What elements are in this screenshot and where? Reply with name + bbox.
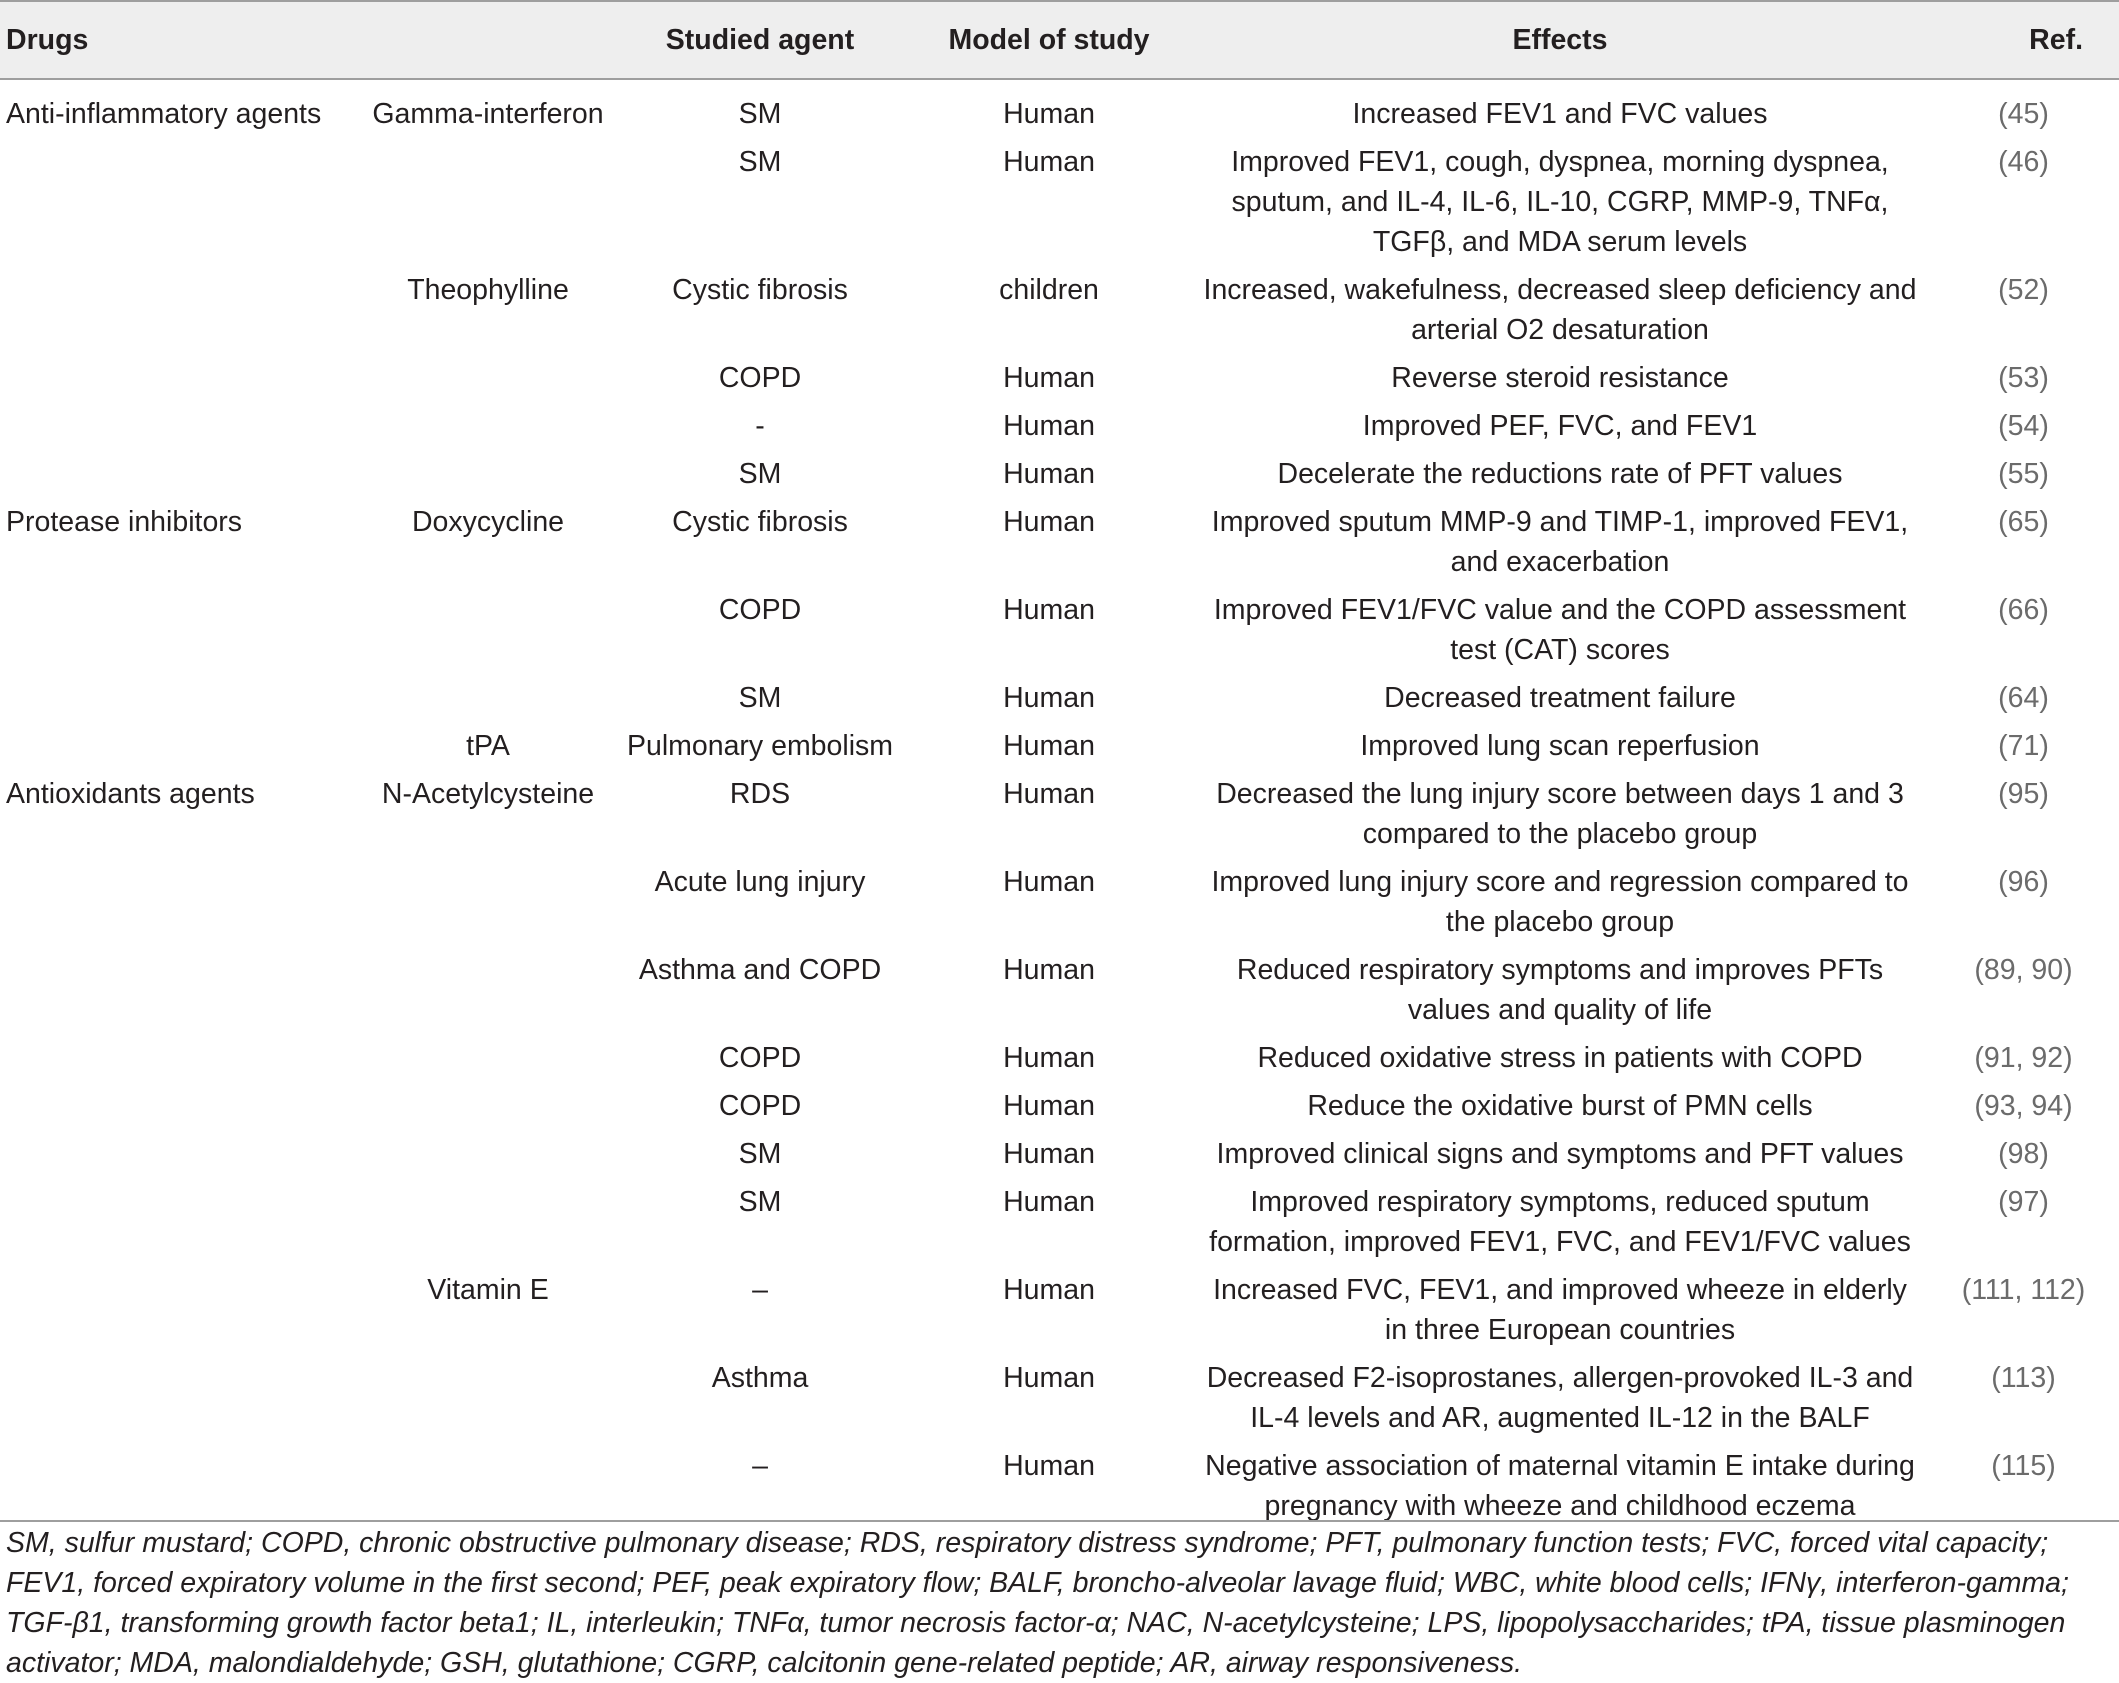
cell-agent bbox=[362, 79, 614, 138]
table-row bbox=[0, 1130, 2119, 1178]
cell-effects-text: Negative association of maternal vitamin E intake during pregnancy with wheeze and childhood eczema bbox=[1205, 1450, 1915, 1522]
cell-effects bbox=[1192, 1082, 1928, 1130]
table-row bbox=[0, 1354, 2119, 1442]
cell-effects-text: Decelerate the reductions rate of PFT values bbox=[1277, 458, 1843, 490]
cell-drug-text: Antioxidants agents bbox=[6, 778, 255, 810]
cell-drug-text: Anti-inflammatory agents bbox=[6, 98, 322, 130]
cell-model-of-study bbox=[906, 138, 1192, 266]
cell-model-of-study-text: Human bbox=[1003, 954, 1095, 986]
cell-ref bbox=[1928, 674, 2119, 722]
cell-ref bbox=[1928, 266, 2119, 354]
cell-drug-text bbox=[6, 1442, 362, 1450]
cell-model-of-study bbox=[906, 1266, 1192, 1354]
cell-agent-text bbox=[362, 674, 614, 682]
cell-drug-text bbox=[6, 266, 362, 274]
cell-agent-text bbox=[362, 1354, 614, 1362]
cell-studied-agent-text: SM bbox=[738, 98, 782, 130]
table-row bbox=[0, 1034, 2119, 1082]
cell-drug bbox=[0, 1082, 362, 1130]
cell-effects bbox=[1192, 1178, 1928, 1266]
cell-studied-agent-text: RDS bbox=[729, 778, 791, 810]
cell-effects-text: Decreased the lung injury score between days 1 and 3 compared to the placebo group bbox=[1216, 778, 1904, 850]
cell-drug bbox=[0, 1266, 362, 1354]
table-row bbox=[0, 1178, 2119, 1266]
table-body bbox=[0, 79, 2119, 1536]
cell-studied-agent-text: Asthma and COPD bbox=[638, 954, 882, 986]
cell-agent-text bbox=[362, 586, 614, 594]
cell-ref-text: (65) bbox=[1998, 506, 2049, 538]
cell-agent-text bbox=[362, 354, 614, 362]
cell-ref bbox=[1928, 1130, 2119, 1178]
cell-model-of-study-text: Human bbox=[1003, 730, 1095, 762]
cell-drug bbox=[0, 674, 362, 722]
cell-studied-agent bbox=[614, 266, 906, 354]
table-footnote: SM, sulfur mustard; COPD, chronic obstructive pulmonary disease; RDS, respiratory distress syndrome; PFT, pulmonary function tests; FVC, forced vital capacity; FEV1, forced expiratory volume in the first second; PEF, peak expiratory flow; BALF, broncho-alveolar lavage fluid; WBC, white blood cells; IFNγ, interferon-gamma; TGF-β1, transforming growth factor beta1; IL, interleukin; TNFα, tumor necrosis factor-α; NAC, N-acetylcysteine; LPS, lipopolysaccharides; tPA, tissue plasminogen activator; MDA, malondialdehyde; GSH, glutathione; CGRP, calcitonin gene-related peptide; AR, airway responsiveness. bbox=[6, 1527, 2069, 1679]
cell-effects-text: Increased FVC, FEV1, and improved wheeze in elderly in three European countries bbox=[1213, 1274, 1907, 1346]
cell-effects-text: Improved lung injury score and regression compared to the placebo group bbox=[1211, 866, 1909, 938]
cell-model-of-study bbox=[906, 450, 1192, 498]
cell-ref bbox=[1928, 1034, 2119, 1082]
cell-model-of-study-text: Human bbox=[1003, 866, 1095, 898]
cell-studied-agent-text: COPD bbox=[718, 1042, 802, 1074]
cell-effects bbox=[1192, 674, 1928, 722]
cell-drug-text bbox=[6, 402, 362, 410]
cell-agent-text: tPA bbox=[466, 730, 510, 762]
cell-agent-text bbox=[362, 1082, 614, 1090]
cell-agent bbox=[362, 450, 614, 498]
cell-studied-agent bbox=[614, 79, 906, 138]
cell-model-of-study bbox=[906, 586, 1192, 674]
cell-studied-agent-text: Asthma bbox=[711, 1362, 809, 1394]
cell-studied-agent bbox=[614, 354, 906, 402]
cell-ref-text: (111, 112) bbox=[1961, 1274, 2086, 1306]
cell-drug bbox=[0, 1354, 362, 1442]
cell-ref bbox=[1928, 354, 2119, 402]
cell-agent bbox=[362, 1178, 614, 1266]
cell-model-of-study bbox=[906, 1178, 1192, 1266]
cell-ref bbox=[1928, 1082, 2119, 1130]
cell-agent-text bbox=[362, 1442, 614, 1450]
cell-studied-agent-text: – bbox=[752, 1274, 768, 1306]
cell-agent bbox=[362, 858, 614, 946]
cell-effects bbox=[1192, 722, 1928, 770]
cell-studied-agent bbox=[614, 402, 906, 450]
cell-effects bbox=[1192, 402, 1928, 450]
cell-drug bbox=[0, 858, 362, 946]
cell-studied-agent bbox=[614, 1354, 906, 1442]
cell-ref-text: (89, 90) bbox=[1974, 954, 2073, 986]
cell-ref-text: (54) bbox=[1998, 410, 2049, 442]
cell-studied-agent-text: Cystic fibrosis bbox=[672, 506, 848, 538]
cell-effects bbox=[1192, 770, 1928, 858]
cell-ref bbox=[1928, 498, 2119, 586]
cell-model-of-study-text: Human bbox=[1003, 1274, 1095, 1306]
header-effects: Effects bbox=[1192, 1, 1928, 79]
cell-agent-text bbox=[362, 450, 614, 458]
cell-studied-agent-text: COPD bbox=[718, 594, 802, 626]
header-model-of-study: Model of study bbox=[906, 1, 1192, 79]
table-row bbox=[0, 450, 2119, 498]
cell-agent-text bbox=[362, 946, 614, 954]
table-bottom-rule bbox=[0, 1520, 2119, 1522]
cell-studied-agent bbox=[614, 674, 906, 722]
cell-drug bbox=[0, 498, 362, 586]
cell-ref bbox=[1928, 138, 2119, 266]
cell-model-of-study bbox=[906, 354, 1192, 402]
cell-effects bbox=[1192, 1130, 1928, 1178]
cell-ref bbox=[1928, 402, 2119, 450]
cell-model-of-study bbox=[906, 946, 1192, 1034]
header-studied-agent: Studied agent bbox=[614, 1, 906, 79]
cell-studied-agent bbox=[614, 1178, 906, 1266]
table-row bbox=[0, 586, 2119, 674]
cell-effects-text: Improved respiratory symptoms, reduced sputum formation, improved FEV1, FVC, and FEV1/FVC values bbox=[1209, 1186, 1911, 1258]
cell-effects-text: Improved clinical signs and symptoms and PFT values bbox=[1216, 1138, 1904, 1170]
cell-ref-text: (93, 94) bbox=[1974, 1090, 2073, 1122]
cell-studied-agent-text: COPD bbox=[718, 362, 802, 394]
cell-drug bbox=[0, 79, 362, 138]
cell-agent-text bbox=[362, 402, 614, 410]
cell-effects-text: Improved FEV1, cough, dyspnea, morning dyspnea, sputum, and IL-4, IL-6, IL-10, CGRP, MMP-9, TNFα, TGFβ, and MDA serum levels bbox=[1231, 146, 1889, 258]
cell-model-of-study bbox=[906, 498, 1192, 586]
cell-drug bbox=[0, 402, 362, 450]
cell-model-of-study-text: Human bbox=[1003, 146, 1095, 178]
cell-drug bbox=[0, 946, 362, 1034]
cell-ref-text: (91, 92) bbox=[1974, 1042, 2073, 1074]
header-drugs: Drugs bbox=[0, 1, 362, 79]
cell-model-of-study-text: Human bbox=[1003, 1090, 1095, 1122]
table-row bbox=[0, 770, 2119, 858]
cell-drug-text bbox=[6, 1354, 362, 1362]
table-row bbox=[0, 266, 2119, 354]
cell-studied-agent bbox=[614, 450, 906, 498]
cell-ref-text: (98) bbox=[1998, 1138, 2049, 1170]
table-row bbox=[0, 354, 2119, 402]
cell-agent bbox=[362, 354, 614, 402]
cell-agent-text: Theophylline bbox=[407, 274, 569, 306]
cell-model-of-study bbox=[906, 1034, 1192, 1082]
cell-agent bbox=[362, 1266, 614, 1354]
cell-ref bbox=[1928, 586, 2119, 674]
header-ref: Ref. bbox=[1928, 1, 2119, 79]
cell-agent-text bbox=[362, 1178, 614, 1186]
cell-studied-agent bbox=[614, 1266, 906, 1354]
cell-model-of-study-text: Human bbox=[1003, 1186, 1095, 1218]
cell-drug bbox=[0, 1034, 362, 1082]
cell-studied-agent bbox=[614, 586, 906, 674]
cell-agent bbox=[362, 1130, 614, 1178]
cell-drug bbox=[0, 722, 362, 770]
cell-effects-text: Improved PEF, FVC, and FEV1 bbox=[1362, 410, 1758, 442]
cell-drug-text bbox=[6, 1034, 362, 1042]
cell-ref-text: (71) bbox=[1998, 730, 2049, 762]
table-row bbox=[0, 1082, 2119, 1130]
cell-agent bbox=[362, 586, 614, 674]
cell-ref-text: (95) bbox=[1998, 778, 2049, 810]
cell-drug-text bbox=[6, 1178, 362, 1186]
cell-model-of-study-text: Human bbox=[1003, 410, 1095, 442]
cell-ref-text: (115) bbox=[1991, 1450, 2056, 1482]
cell-model-of-study-text: Human bbox=[1003, 1362, 1095, 1394]
cell-studied-agent-text: SM bbox=[738, 458, 782, 490]
cell-studied-agent bbox=[614, 1082, 906, 1130]
cell-studied-agent-text: Acute lung injury bbox=[654, 866, 866, 898]
cell-model-of-study bbox=[906, 402, 1192, 450]
cell-studied-agent-text: – bbox=[752, 1450, 768, 1482]
cell-agent-text: Vitamin E bbox=[427, 1274, 549, 1306]
cell-model-of-study bbox=[906, 1082, 1192, 1130]
cell-model-of-study bbox=[906, 770, 1192, 858]
cell-effects-text: Improved FEV1/FVC value and the COPD assessment test (CAT) scores bbox=[1213, 594, 1907, 666]
cell-drug-text: Protease inhibitors bbox=[6, 506, 243, 538]
cell-effects bbox=[1192, 79, 1928, 138]
cell-studied-agent-text: COPD bbox=[718, 1090, 802, 1122]
cell-drug bbox=[0, 138, 362, 266]
header-row bbox=[0, 1, 2119, 79]
cell-drug-text bbox=[6, 1266, 362, 1274]
cell-studied-agent-text: SM bbox=[738, 146, 782, 178]
cell-effects-text: Improved lung scan reperfusion bbox=[1360, 730, 1760, 762]
cell-agent bbox=[362, 1082, 614, 1130]
cell-ref-text: (52) bbox=[1998, 274, 2049, 306]
cell-effects bbox=[1192, 498, 1928, 586]
cell-model-of-study-text: Human bbox=[1003, 682, 1095, 714]
cell-agent bbox=[362, 1354, 614, 1442]
cell-effects bbox=[1192, 354, 1928, 402]
cell-drug-text bbox=[6, 138, 362, 146]
table-row bbox=[0, 402, 2119, 450]
cell-model-of-study-text: Human bbox=[1003, 594, 1095, 626]
cell-effects-text: Reduced respiratory symptoms and improves PFTs values and quality of life bbox=[1236, 954, 1884, 1026]
cell-ref-text: (113) bbox=[1991, 1362, 2056, 1394]
cell-effects bbox=[1192, 858, 1928, 946]
cell-model-of-study-text: Human bbox=[1003, 506, 1095, 538]
cell-agent-text bbox=[362, 1034, 614, 1042]
cell-agent-text bbox=[362, 1130, 614, 1138]
header-agent bbox=[362, 1, 614, 79]
cell-ref bbox=[1928, 79, 2119, 138]
cell-drug-text bbox=[6, 858, 362, 866]
cell-model-of-study bbox=[906, 858, 1192, 946]
table-row bbox=[0, 138, 2119, 266]
cell-agent bbox=[362, 266, 614, 354]
cell-drug-text bbox=[6, 586, 362, 594]
cell-effects bbox=[1192, 1354, 1928, 1442]
cell-agent bbox=[362, 770, 614, 858]
cell-effects-text: Decreased treatment failure bbox=[1384, 682, 1736, 714]
cell-agent-text bbox=[362, 858, 614, 866]
table-row bbox=[0, 79, 2119, 138]
cell-drug-text bbox=[6, 354, 362, 362]
cell-effects-text: Reduce the oxidative burst of PMN cells bbox=[1307, 1090, 1813, 1122]
cell-agent bbox=[362, 674, 614, 722]
cell-drug bbox=[0, 354, 362, 402]
cell-effects-text: Increased, wakefulness, decreased sleep deficiency and arterial O2 desaturation bbox=[1203, 274, 1917, 346]
cell-model-of-study-text: Human bbox=[1003, 98, 1095, 130]
cell-effects bbox=[1192, 266, 1928, 354]
cell-agent-text bbox=[362, 138, 614, 146]
cell-studied-agent bbox=[614, 770, 906, 858]
table-row bbox=[0, 674, 2119, 722]
cell-model-of-study-text: Human bbox=[1003, 1138, 1095, 1170]
cell-drug-text bbox=[6, 722, 362, 730]
cell-studied-agent bbox=[614, 1130, 906, 1178]
cell-model-of-study bbox=[906, 1130, 1192, 1178]
cell-drug-text bbox=[6, 946, 362, 954]
cell-model-of-study bbox=[906, 674, 1192, 722]
cell-drug-text bbox=[6, 450, 362, 458]
cell-agent bbox=[362, 498, 614, 586]
cell-drug bbox=[0, 770, 362, 858]
table-row bbox=[0, 722, 2119, 770]
cell-drug-text bbox=[6, 1082, 362, 1090]
cell-agent bbox=[362, 946, 614, 1034]
cell-model-of-study bbox=[906, 266, 1192, 354]
cell-ref bbox=[1928, 1266, 2119, 1354]
table-row bbox=[0, 498, 2119, 586]
table-row bbox=[0, 946, 2119, 1034]
table-row bbox=[0, 1266, 2119, 1354]
cell-studied-agent-text: Cystic fibrosis bbox=[672, 274, 848, 306]
cell-ref-text: (53) bbox=[1998, 362, 2049, 394]
cell-studied-agent bbox=[614, 498, 906, 586]
cell-ref bbox=[1928, 1354, 2119, 1442]
cell-studied-agent-text: - bbox=[755, 410, 765, 442]
cell-effects bbox=[1192, 586, 1928, 674]
cell-effects bbox=[1192, 450, 1928, 498]
cell-drug bbox=[0, 1178, 362, 1266]
cell-model-of-study-text: Human bbox=[1003, 458, 1095, 490]
cell-ref bbox=[1928, 1178, 2119, 1266]
cell-model-of-study-text: Human bbox=[1003, 1042, 1095, 1074]
cell-studied-agent-text: Pulmonary embolism bbox=[626, 730, 894, 762]
cell-studied-agent bbox=[614, 722, 906, 770]
cell-agent bbox=[362, 402, 614, 450]
cell-drug-text bbox=[6, 674, 362, 682]
cell-ref bbox=[1928, 770, 2119, 858]
cell-ref-text: (55) bbox=[1998, 458, 2049, 490]
cell-studied-agent bbox=[614, 1034, 906, 1082]
cell-effects bbox=[1192, 138, 1928, 266]
cell-ref-text: (96) bbox=[1998, 866, 2049, 898]
cell-agent-text: Doxycycline bbox=[411, 506, 565, 538]
cell-model-of-study-text: Human bbox=[1003, 362, 1095, 394]
cell-agent bbox=[362, 138, 614, 266]
cell-effects-text: Reverse steroid resistance bbox=[1391, 362, 1729, 394]
cell-studied-agent bbox=[614, 138, 906, 266]
cell-drug bbox=[0, 1130, 362, 1178]
cell-effects bbox=[1192, 1034, 1928, 1082]
cell-effects-text: Decreased F2-isoprostanes, allergen-provoked IL-3 and IL-4 levels and AR, augmented IL-12 in the BALF bbox=[1206, 1362, 1914, 1434]
cell-model-of-study bbox=[906, 1354, 1192, 1442]
cell-agent bbox=[362, 1034, 614, 1082]
cell-effects bbox=[1192, 946, 1928, 1034]
cell-ref-text: (97) bbox=[1998, 1186, 2049, 1218]
cell-ref bbox=[1928, 450, 2119, 498]
cell-model-of-study-text: Human bbox=[1003, 778, 1095, 810]
cell-studied-agent bbox=[614, 858, 906, 946]
cell-studied-agent-text: SM bbox=[738, 1186, 782, 1218]
cell-drug-text bbox=[6, 1130, 362, 1138]
cell-model-of-study-text: Human bbox=[1003, 1450, 1095, 1482]
cell-model-of-study bbox=[906, 79, 1192, 138]
cell-effects bbox=[1192, 1266, 1928, 1354]
cell-studied-agent bbox=[614, 946, 906, 1034]
cell-ref-text: (46) bbox=[1998, 146, 2049, 178]
cell-drug bbox=[0, 266, 362, 354]
cell-effects-text: Improved sputum MMP-9 and TIMP-1, improved FEV1, and exacerbation bbox=[1211, 506, 1909, 578]
cell-ref-text: (64) bbox=[1998, 682, 2049, 714]
cell-ref-text: (66) bbox=[1998, 594, 2049, 626]
cell-studied-agent-text: SM bbox=[738, 1138, 782, 1170]
cell-drug bbox=[0, 450, 362, 498]
table-row bbox=[0, 858, 2119, 946]
cell-ref-text: (45) bbox=[1998, 98, 2049, 130]
cell-ref bbox=[1928, 858, 2119, 946]
cell-ref bbox=[1928, 946, 2119, 1034]
table-header bbox=[0, 1, 2119, 79]
cell-agent bbox=[362, 722, 614, 770]
cell-effects-text: Increased FEV1 and FVC values bbox=[1352, 98, 1768, 130]
cell-studied-agent-text: SM bbox=[738, 682, 782, 714]
cell-agent-text: Gamma-interferon bbox=[372, 98, 604, 130]
cell-effects-text: Reduced oxidative stress in patients with COPD bbox=[1257, 1042, 1863, 1074]
cell-model-of-study-text: children bbox=[999, 274, 1099, 306]
cell-model-of-study bbox=[906, 722, 1192, 770]
cell-agent-text: N-Acetylcysteine bbox=[381, 778, 595, 810]
cell-drug bbox=[0, 586, 362, 674]
cell-ref bbox=[1928, 722, 2119, 770]
